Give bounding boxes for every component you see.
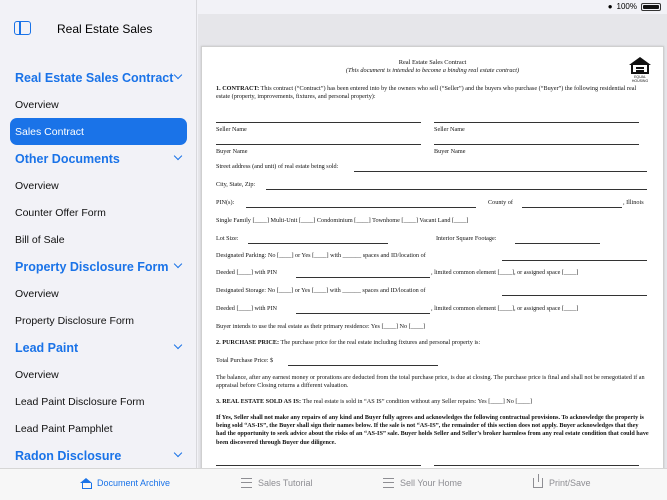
section-radon-disclosure[interactable] [0,442,197,469]
deeded-storage-label: Deeded [____] with PIN [216,305,278,312]
parking-location-field[interactable] [502,260,647,261]
section-title: Other Documents [15,151,120,166]
storage-pin-field[interactable] [296,313,430,314]
battery-percent: 100% [616,2,637,11]
tab-label: Document Archive [97,478,171,488]
document-subtitle: (This document is intended to become a binding real estate contract) [345,67,520,74]
price-text: The purchase price for the real estate including fixtures and personal property is: [280,339,481,346]
sidebar [0,0,197,468]
section-other-documents[interactable] [0,145,197,172]
sidebar-item-overview[interactable]: Overview [15,179,59,192]
seller-name-line-2[interactable] [434,122,639,123]
contract-heading: 1. CONTRACT: [216,85,260,92]
deeded-parking-label: Deeded [____] with PIN [216,269,278,276]
sidebar-item-bill-of-sale[interactable]: Bill of Sale [15,233,65,246]
logo-text: EQUAL HOUSING [631,75,649,83]
sidebar-item-lead-paint-pamphlet[interactable]: Lead Paint Pamphlet [15,422,113,435]
document-title: Real Estate Sales Contract [398,59,467,66]
chevron-down-icon [174,341,182,349]
battery-icon [641,3,661,11]
chevron-down-icon [174,260,182,268]
section-lead-paint[interactable] [0,334,197,361]
storage-common-label: , limited common element [____], or assigned space [____] [431,305,579,312]
house-icon [80,478,91,488]
primary-residence: Buyer intends to use the real estate as their primary residence: Yes [____] No [____] [216,323,426,330]
as-is-paragraph [216,398,649,406]
share-icon [533,478,543,488]
status-right [608,2,661,11]
state-label: , Illinois [623,199,644,206]
balance-paragraph: The balance, after any earnest money or prorations are deducted from the total purchase price, is due at closing. The purchase price is final and shall not be renegotiated if an appraisal before Closing returns a different valuation. [216,374,645,390]
sidebar-item-overview[interactable]: Overview [15,287,59,300]
as-is-text: The real estate is sold in “AS IS” condition without any Seller repairs: Yes [____] No [____] [302,398,532,405]
list-icon [383,478,394,488]
seller-name-label: Seller Name [434,126,465,133]
sidebar-item-counter-offer-form[interactable]: Counter Offer Form [15,206,106,219]
section-title: Lead Paint [15,340,79,355]
contract-text: This contract (“Contract”) has been entered into by the owners who sell (“Seller”) and the buyers who purchase (“Buyer”) the following residential real estate (property, improvements, fixtures, and personal property): [216,85,637,101]
tab-bar [0,468,667,500]
tab-print-save[interactable] [533,478,591,488]
county-field[interactable] [522,207,622,208]
pin-label: PIN(s): [216,199,235,206]
street-field[interactable] [354,171,647,172]
parking-pin-field[interactable] [296,277,430,278]
buyer-sign-line-2[interactable] [434,465,639,466]
tab-sell-your-home[interactable] [383,478,462,488]
tab-sales-tutorial[interactable] [241,478,313,488]
street-label: Street address (and unit) of real estate being sold: [216,163,339,170]
tab-label: Print/Save [549,478,591,488]
lot-size-field[interactable] [248,243,388,244]
sidebar-toggle-icon[interactable] [14,21,31,35]
lot-size-label: Lot Size: [216,235,239,242]
sidebar-title: Real Estate Sales [57,22,153,36]
sidebar-item-overview[interactable]: Overview [15,98,59,111]
sidebar-item-overview[interactable]: Overview [15,368,59,381]
purchase-price-paragraph [216,339,649,347]
buyer-name-line-2[interactable] [434,144,639,145]
city-label: City, State, Zip: [216,181,256,188]
city-field[interactable] [266,189,647,190]
interior-footage-field[interactable] [515,243,600,244]
price-heading: 2. PURCHASE PRICE: [216,339,280,346]
sidebar-header [0,14,197,44]
sidebar-item-sales-contract[interactable]: Sales Contract [10,118,187,145]
document-viewer[interactable] [198,14,667,468]
contract-paragraph [216,85,649,101]
tab-label: Sales Tutorial [258,478,313,488]
wifi-icon: ● [607,2,613,11]
buyer-sign-line-1[interactable] [216,465,421,466]
chevron-down-icon [174,449,182,457]
storage-label: Designated Storage: No [____] or Yes [____] with ______ spaces and ID/location of [216,287,426,294]
list-icon [241,478,252,488]
section-title: Radon Disclosure [15,448,122,463]
buyer-name-label: Buyer Name [216,148,248,155]
document-page[interactable] [201,46,664,476]
as-is-terms: If Yes, Seller shall not make any repairs of any kind and Buyer fully agrees and acknowledges the following contractual provisions. To acknowledge the property is being sold “AS-IS”, the Buyer shall sign their names below. If the sale is not “AS-IS”, the remainder of this section does not apply. Buyer acknowledges that they had the opportunity to seek advice about the risks of an “AS-IS” sale. Buyer holds Seller and Seller’s broker harmless from any real estate condition that could have been discovered through Buyer due diligence. [216,414,649,446]
chevron-down-icon [174,152,182,160]
sidebar-nav [0,64,197,469]
section-title: Property Disclosure Form [15,259,169,274]
seller-name-line-1[interactable] [216,122,421,123]
parking-common-label: , limited common element [____], or assigned space [____] [431,269,579,276]
parking-label: Designated Parking: No [____] or Yes [____] with ______ spaces and ID/location of [216,252,426,259]
storage-location-field[interactable] [502,295,647,296]
total-price-label: Total Purchase Price: $ [216,357,274,364]
tab-document-archive[interactable] [80,478,170,488]
property-types: Single Family [____] Multi-Unit [____] Condominium [____] Townhome [____] Vacant Land [____] [216,217,469,224]
equal-housing-logo [629,57,651,81]
section-real-estate-sales-contract[interactable] [0,64,197,91]
tab-label: Sell Your Home [400,478,463,488]
sidebar-item-lead-paint-disclosure-form[interactable]: Lead Paint Disclosure Form [15,395,145,408]
seller-name-label: Seller Name [216,126,247,133]
pin-field[interactable] [246,207,476,208]
section-property-disclosure-form[interactable] [0,253,197,280]
buyer-name-line-1[interactable] [216,144,421,145]
as-is-heading: 3. REAL ESTATE SOLD AS IS: [216,398,302,405]
buyer-name-label: Buyer Name [434,148,466,155]
interior-footage-label: Interior Square Footage: [436,235,497,242]
county-label: County of [488,199,513,206]
chevron-down-icon [174,71,182,79]
section-title: Real Estate Sales Contract [15,70,174,85]
sidebar-item-property-disclosure-form[interactable]: Property Disclosure Form [15,314,135,327]
total-price-field[interactable] [288,365,438,366]
